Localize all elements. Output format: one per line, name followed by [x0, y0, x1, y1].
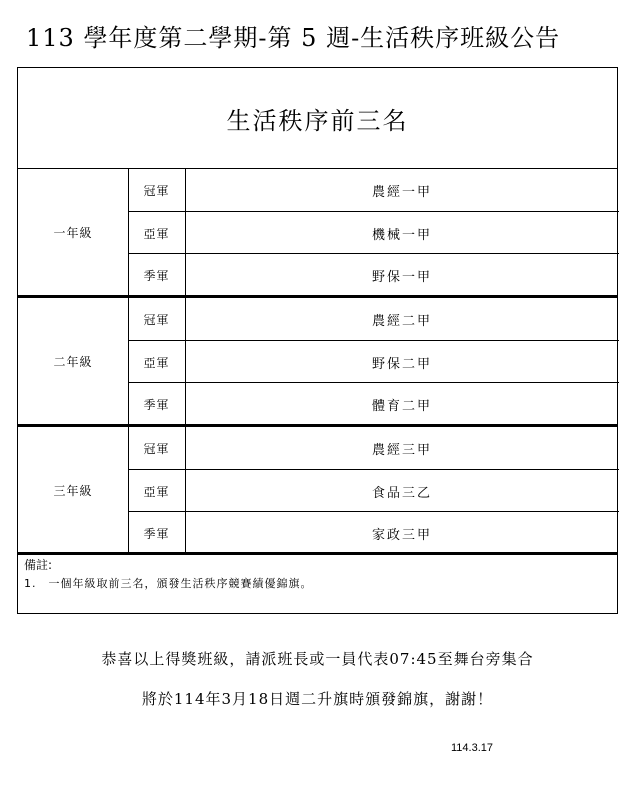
table-title: 生活秩序前三名: [226, 106, 409, 135]
ranking-table: [17, 67, 618, 614]
class-name: 食品三乙: [371, 485, 432, 501]
table-row: [128, 254, 619, 296]
class-name: 農經三甲: [371, 442, 432, 458]
table-row: [128, 512, 619, 554]
table-row: [128, 383, 619, 425]
table-row: [128, 341, 619, 383]
rank-label: 亞軍: [143, 484, 170, 499]
rank-label: 季軍: [143, 526, 170, 541]
table-row: [128, 212, 619, 254]
grade-label: 二年級: [53, 355, 93, 369]
class-name: 農經二甲: [371, 313, 432, 329]
table-row: [128, 169, 619, 211]
rank-label: 季軍: [143, 268, 170, 283]
page-title: 113 學年度第二學期-第 5 週-生活秩序班級公告: [26, 24, 561, 52]
grade-group-2: [18, 298, 617, 425]
rank-label: 亞軍: [143, 355, 170, 370]
table-row: [128, 427, 619, 469]
class-name: 農經一甲: [371, 184, 432, 200]
grade-label: 三年級: [53, 484, 93, 498]
rank-label: 亞軍: [143, 226, 170, 241]
notes-item: [24, 575, 313, 591]
class-name: 野保一甲: [371, 269, 432, 285]
grade-label: 一年級: [53, 226, 93, 240]
rank-label: 季軍: [143, 397, 170, 412]
rank-label: 冠軍: [143, 312, 170, 327]
rank-label: 冠軍: [143, 441, 170, 456]
class-name: 體育二甲: [371, 398, 432, 414]
announcement-line-1: 恭喜以上得獎班級，請派班長或一員代表07:45至舞台旁集合: [101, 650, 534, 668]
class-name: 野保二甲: [371, 356, 432, 372]
notes-label: 備註:: [24, 558, 53, 572]
grade-group-1: [18, 169, 617, 296]
table-row: [128, 298, 619, 340]
group-divider: [18, 552, 617, 555]
class-name: 機械一甲: [371, 227, 432, 243]
rank-label: 冠軍: [143, 183, 170, 198]
table-row: [128, 470, 619, 512]
notes-item-text: 一個年級取前三名，頒發生活秩序競賽績優錦旗。: [48, 577, 313, 590]
announcement-line-2: 將於114年3月18日週二升旗時頒發錦旗，謝謝！: [141, 690, 494, 708]
grade-group-3: [18, 427, 617, 554]
class-name: 家政三甲: [371, 527, 432, 543]
announcement-date: 114.3.17: [451, 742, 494, 754]
notes-item-number: 1.: [24, 577, 37, 590]
